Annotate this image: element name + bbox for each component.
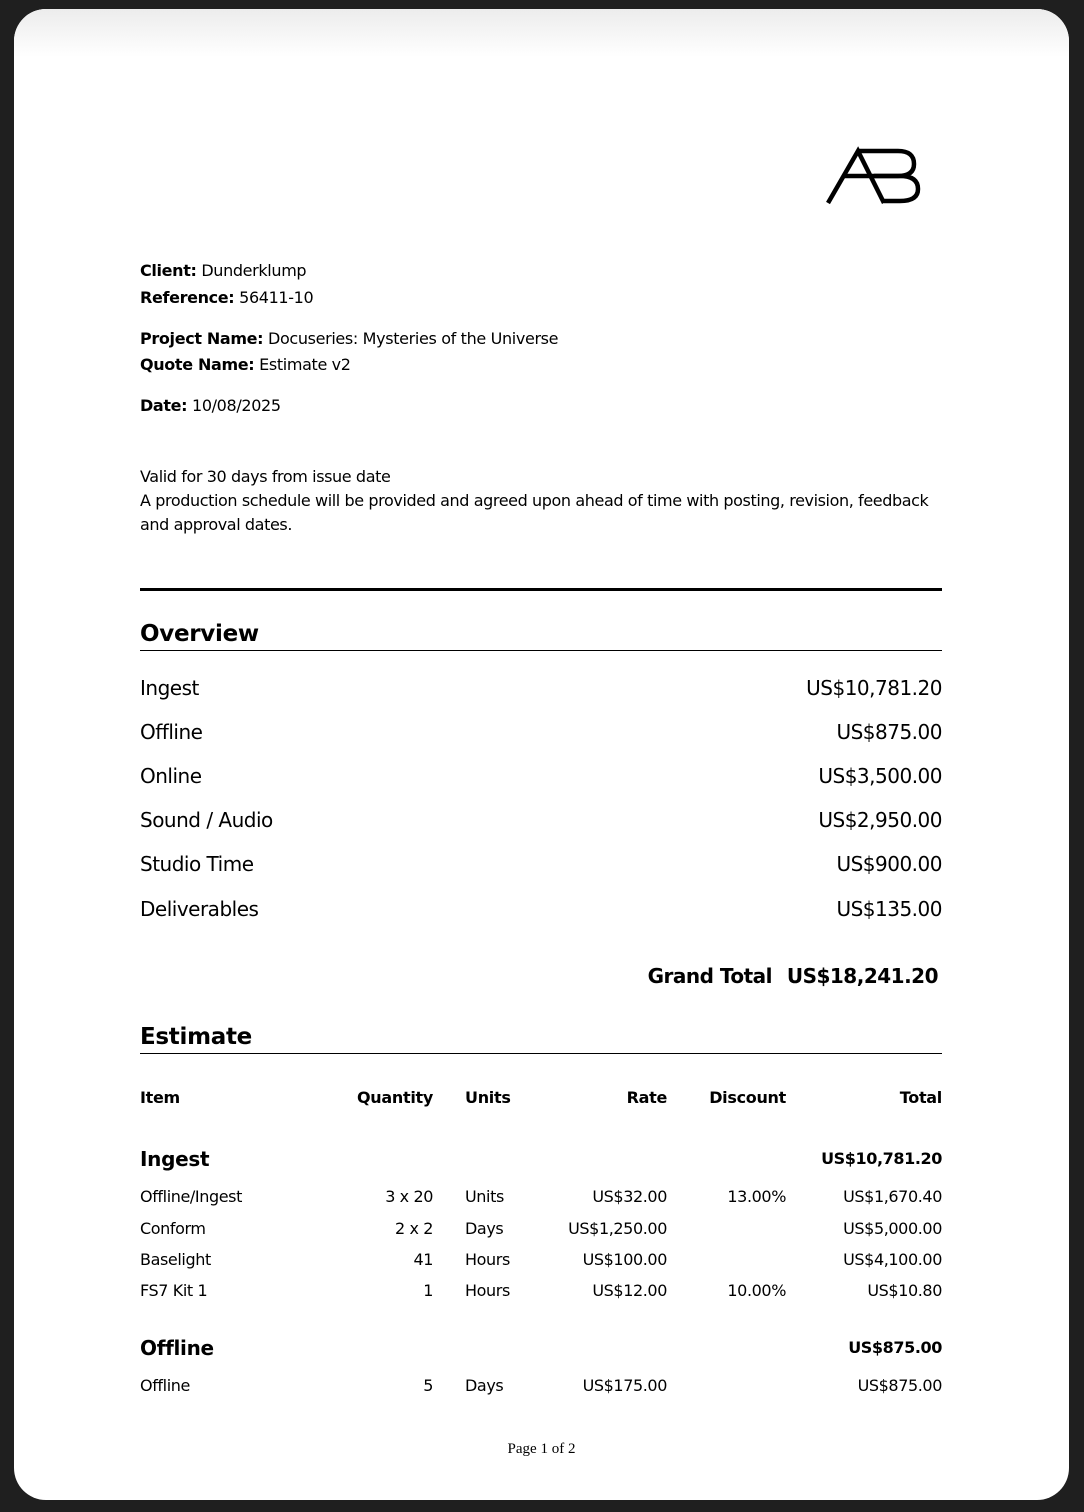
table-row bbox=[140, 1279, 942, 1303]
units-cell: Units bbox=[465, 1187, 504, 1206]
units-cell: Hours bbox=[465, 1250, 510, 1269]
project-label: Project Name: bbox=[140, 329, 264, 348]
schedule-note: A production schedule will be provided and agreed upon ahead of time with posting, revision, feedback and approval dates. bbox=[140, 491, 929, 534]
rate-cell: US$32.00 bbox=[592, 1187, 667, 1206]
column-header-rate: Rate bbox=[626, 1088, 667, 1107]
item-cell: FS7 Kit 1 bbox=[140, 1281, 208, 1300]
rate-cell: US$100.00 bbox=[582, 1250, 667, 1269]
total-cell: US$4,100.00 bbox=[843, 1250, 942, 1269]
total-cell: US$5,000.00 bbox=[843, 1219, 942, 1238]
column-header-item: Item bbox=[140, 1088, 180, 1107]
quote-value: Estimate v2 bbox=[259, 355, 351, 374]
column-header-units: Units bbox=[465, 1088, 511, 1107]
page-top-shade bbox=[14, 9, 1069, 57]
overview-row bbox=[140, 761, 942, 791]
estimate-header-row bbox=[140, 1086, 942, 1110]
total-cell: US$875.00 bbox=[857, 1376, 942, 1395]
overview-title: Overview bbox=[140, 619, 942, 651]
quantity-cell: 41 bbox=[413, 1250, 433, 1269]
validity-note: Valid for 30 days from issue date bbox=[140, 467, 391, 486]
overview-value: US$3,500.00 bbox=[818, 764, 942, 788]
quote-notes bbox=[140, 465, 942, 537]
overview-label: Sound / Audio bbox=[140, 808, 273, 832]
group-total: US$10,781.20 bbox=[821, 1149, 942, 1168]
rate-cell: US$12.00 bbox=[592, 1281, 667, 1300]
quantity-cell: 1 bbox=[423, 1281, 433, 1300]
overview-value: US$135.00 bbox=[836, 897, 942, 921]
overview-value: US$875.00 bbox=[836, 720, 942, 744]
units-cell: Hours bbox=[465, 1281, 510, 1300]
overview-label: Studio Time bbox=[140, 852, 254, 876]
item-cell: Conform bbox=[140, 1219, 206, 1238]
item-cell: Offline bbox=[140, 1376, 190, 1395]
rate-cell: US$1,250.00 bbox=[568, 1219, 667, 1238]
date-line bbox=[140, 393, 281, 419]
group-name: Offline bbox=[140, 1336, 214, 1360]
reference-label: Reference: bbox=[140, 288, 235, 307]
table-row bbox=[140, 1374, 942, 1398]
table-row bbox=[140, 1248, 942, 1272]
group-total: US$875.00 bbox=[848, 1338, 942, 1357]
group-row-ingest bbox=[140, 1147, 942, 1171]
group-row-offline bbox=[140, 1336, 942, 1360]
quantity-cell: 5 bbox=[423, 1376, 433, 1395]
project-line bbox=[140, 326, 558, 352]
column-header-total: Total bbox=[899, 1088, 942, 1107]
table-row bbox=[140, 1185, 942, 1209]
column-header-discount: Discount bbox=[709, 1088, 786, 1107]
grand-total-value: US$18,241.20 bbox=[786, 964, 938, 988]
overview-label: Ingest bbox=[140, 676, 199, 700]
units-cell: Days bbox=[465, 1376, 504, 1395]
quote-label: Quote Name: bbox=[140, 355, 255, 374]
table-row bbox=[140, 1217, 942, 1241]
column-header-quantity: Quantity bbox=[357, 1088, 433, 1107]
quantity-cell: 3 x 20 bbox=[385, 1187, 433, 1206]
quote-line bbox=[140, 352, 351, 378]
total-cell: US$10.80 bbox=[867, 1281, 942, 1300]
overview-row bbox=[140, 849, 942, 879]
overview-row bbox=[140, 717, 942, 747]
overview-value: US$900.00 bbox=[836, 852, 942, 876]
grand-total-label: Grand Total bbox=[647, 964, 772, 988]
rate-cell: US$175.00 bbox=[582, 1376, 667, 1395]
client-value: Dunderklump bbox=[201, 261, 307, 280]
discount-cell: 10.00% bbox=[727, 1281, 786, 1300]
units-cell: Days bbox=[465, 1219, 504, 1238]
group-name: Ingest bbox=[140, 1147, 210, 1171]
divider bbox=[140, 588, 942, 591]
overview-row bbox=[140, 894, 942, 924]
reference-value: 56411-10 bbox=[239, 288, 314, 307]
ab-logo-icon bbox=[826, 145, 922, 205]
document-page bbox=[14, 9, 1069, 1500]
discount-cell: 13.00% bbox=[727, 1187, 786, 1206]
page-number: Page 1 of 2 bbox=[507, 1441, 576, 1457]
reference-line bbox=[140, 285, 313, 311]
overview-label: Offline bbox=[140, 720, 203, 744]
date-value: 10/08/2025 bbox=[191, 396, 281, 415]
item-cell: Baselight bbox=[140, 1250, 211, 1269]
date-label: Date: bbox=[140, 396, 188, 415]
client-line bbox=[140, 258, 306, 284]
overview-row bbox=[140, 673, 942, 703]
overview-label: Online bbox=[140, 764, 202, 788]
overview-value: US$10,781.20 bbox=[806, 676, 942, 700]
overview-value: US$2,950.00 bbox=[818, 808, 942, 832]
estimate-title: Estimate bbox=[140, 1022, 942, 1054]
client-label: Client: bbox=[140, 261, 197, 280]
item-cell: Offline/Ingest bbox=[140, 1187, 242, 1206]
total-cell: US$1,670.40 bbox=[843, 1187, 942, 1206]
overview-row bbox=[140, 805, 942, 835]
project-value: Docuseries: Mysteries of the Universe bbox=[267, 329, 559, 348]
quantity-cell: 2 x 2 bbox=[394, 1219, 433, 1238]
overview-label: Deliverables bbox=[140, 897, 259, 921]
